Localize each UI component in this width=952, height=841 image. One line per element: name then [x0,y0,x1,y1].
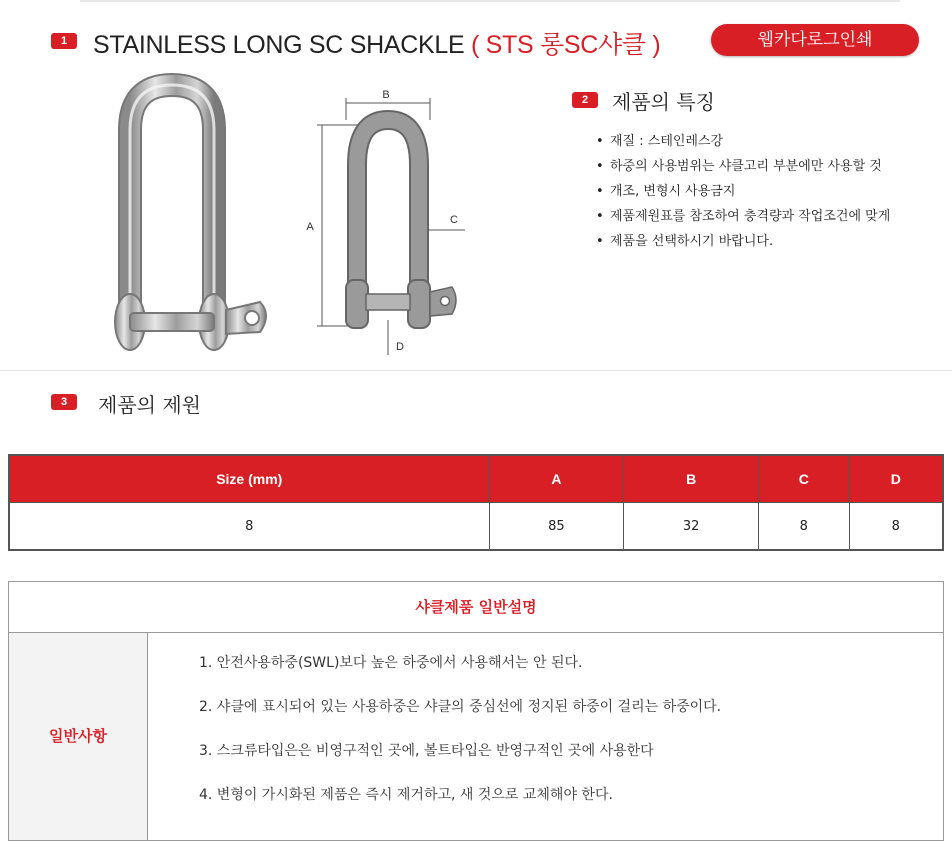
general-item: 3. 스크류타입은은 비영구적인 곳에, 볼트타입은 반영구적인 곳에 사용한다 [199,743,654,759]
general-item: 1. 안전사용하중(SWL)보다 높은 하중에서 사용해서는 안 된다. [199,655,583,671]
dimension-drawing [300,80,480,360]
spec-table [8,454,944,551]
dim-b-label: B [382,89,390,101]
section-divider [0,370,952,371]
col-size: Size (mm) [9,455,489,503]
dim-d-label: D [396,341,404,353]
product-title-en: STAINLESS LONG SC SHACKLE [93,31,465,59]
dim-a-label: A [306,221,314,233]
table-row [9,503,943,551]
general-items [199,652,721,828]
feature-item: • 하중의 사용범위는 샤클고리 부분에만 사용할 것 [596,154,936,179]
shackle-photo [100,70,280,360]
product-title-kr: ( STS 롱SC샤클 ) [470,31,661,59]
col-a: A [489,455,624,503]
section-3-badge: 3 [51,394,77,410]
cell-size: 8 [9,503,489,551]
feature-item: • 제품제원표를 참조하여 충격량과 작업조건에 맞게 [596,204,936,229]
general-label: 일반사항 [9,633,148,840]
cell-d: 8 [849,503,943,551]
col-b: B [624,455,759,503]
section-2-badge: 2 [572,92,598,108]
features-heading: 제품의 특징 [612,90,715,114]
dim-c-label: C [450,214,458,226]
general-description-box [8,581,944,841]
section-1-badge: 1 [51,33,77,49]
product-title [93,25,660,61]
features-list [596,129,936,254]
feature-item-continued: • 제품을 선택하시기 바랍니다. [596,229,936,254]
web-catalog-print-button[interactable]: 웹카다로그인쇄 [711,24,919,56]
top-divider [80,0,900,2]
general-item: 4. 변형이 가시화된 제품은 즉시 제거하고, 새 것으로 교체해야 한다. [199,787,613,803]
col-c: C [759,455,849,503]
general-description-title: 샤클제품 일반설명 [9,582,943,633]
cell-b: 32 [624,503,759,551]
spec-table-header [9,455,943,503]
col-d: D [849,455,943,503]
feature-item: • 재질 : 스테인레스강 [596,129,936,154]
cell-c: 8 [759,503,849,551]
general-item: 2. 샤클에 표시되어 있는 사용하중은 샤클의 중심선에 정지된 하중이 걸리는 하중이다. [199,699,722,715]
cell-a: 85 [489,503,624,551]
specs-heading: 제품의 제원 [98,393,201,417]
feature-item: • 개조, 변형시 사용금지 [596,179,936,204]
